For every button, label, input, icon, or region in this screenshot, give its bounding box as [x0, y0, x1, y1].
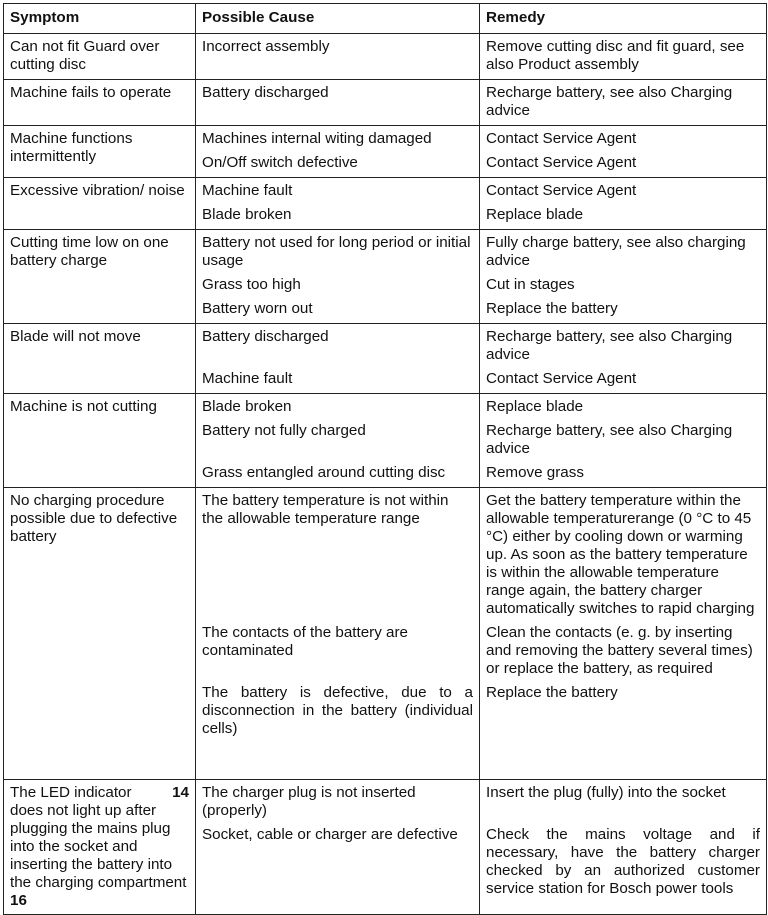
cause-text: Battery worn out: [202, 300, 313, 317]
remedy-cell: [480, 488, 767, 780]
cause-text: Battery discharged: [202, 328, 329, 345]
table-row: [4, 488, 767, 780]
remedy-cell: [480, 80, 767, 126]
remedy-text: Replace the battery: [486, 684, 618, 701]
cause-text: Machine fault: [202, 370, 293, 387]
cause-text: Machine fault: [202, 182, 293, 199]
symptom-cell: Machine is not cutting: [4, 394, 196, 488]
cause-text: Grass too high: [202, 276, 301, 293]
cause-text: Battery not fully charged: [202, 422, 366, 439]
table-row: [4, 34, 767, 80]
symptom-text: does not light up after plugging the mains plug into the socket and inserting the battery into the: [10, 802, 173, 891]
remedy-text: Recharge battery, see also Charging advice: [486, 328, 733, 363]
remedy-cell: [480, 126, 767, 178]
remedy-text: Replace blade: [486, 206, 584, 223]
cause-text: Battery not used for long period or initial usage: [202, 234, 471, 269]
header-remedy: Remedy: [480, 4, 767, 34]
symptom-cell: Excessive vibration/ noise: [4, 178, 196, 230]
table-row: [4, 780, 767, 915]
table-row: [4, 80, 767, 126]
remedy-text: Contact Service Agent: [486, 154, 637, 171]
remedy-text: Recharge battery, see also Charging advice: [486, 84, 733, 119]
symptom-cell: Machine fails to operate: [4, 80, 196, 126]
cause-text: The battery is defective, due to a disconnection in the battery (individual cells): [202, 684, 473, 737]
table-row: [4, 178, 767, 230]
header-symptom: Symptom: [4, 4, 196, 34]
cause-cell: [196, 126, 480, 178]
cause-cell: [196, 488, 480, 780]
remedy-text: Fully charge battery, see also charging advice: [486, 234, 746, 269]
remedy-text: Check the mains voltage and if necessary, have the battery charger checked by an authorized customer service station for Bosch power tools: [486, 826, 760, 897]
remedy-text: Contact Service Agent: [486, 130, 637, 147]
remedy-text: Remove cutting disc and fit guard, see also Product assembly: [486, 38, 745, 73]
remedy-text: Cut in stages: [486, 276, 575, 293]
table-row: [4, 230, 767, 324]
led-indicator-line: [10, 784, 189, 802]
symptom-cell: Cutting time low on one battery charge: [4, 230, 196, 324]
header-cause: Possible Cause: [196, 4, 480, 34]
cause-cell: [196, 230, 480, 324]
symptom-cell: Can not fit Guard over cutting disc: [4, 34, 196, 80]
remedy-cell: [480, 394, 767, 488]
cause-cell: [196, 394, 480, 488]
troubleshooting-table: [3, 3, 767, 915]
cause-cell: [196, 34, 480, 80]
cause-text: Socket, cable or charger are defective: [202, 826, 458, 843]
symptom-text: The LED indicator: [10, 784, 132, 801]
remedy-cell: [480, 780, 767, 915]
remedy-text: Contact Service Agent: [486, 370, 637, 387]
cause-text: On/Off switch defective: [202, 154, 358, 171]
remedy-text: Clean the contacts (e. g. by inserting and removing the battery several times) or replace the battery, as required: [486, 624, 753, 677]
cause-cell: [196, 780, 480, 915]
cause-text: Blade broken: [202, 206, 292, 223]
remedy-text: Replace the battery: [486, 300, 618, 317]
symptom-text: charging compartment: [35, 874, 187, 891]
reference-number: 16: [10, 892, 27, 909]
cause-text: Blade broken: [202, 398, 292, 415]
remedy-cell: [480, 230, 767, 324]
remedy-text: Get the battery temperature within the allowable temperaturerange (0 °C to 45 °C) either by cooling down or warming up. As soon as the battery temperature is within the allowable temperature range again, the battery charger automatically switches to rapid charging: [486, 492, 755, 617]
cause-cell: [196, 178, 480, 230]
table-row: [4, 394, 767, 488]
symptom-cell: No charging procedure possible due to defective battery: [4, 488, 196, 780]
remedy-cell: [480, 34, 767, 80]
remedy-text: Recharge battery, see also Charging advice: [486, 422, 733, 457]
table-row: [4, 324, 767, 394]
cause-cell: [196, 324, 480, 394]
reference-number: 14: [172, 784, 189, 801]
cause-text: Grass entangled around cutting disc: [202, 464, 446, 481]
remedy-cell: [480, 324, 767, 394]
cause-cell: [196, 80, 480, 126]
cause-text: Machines internal witing damaged: [202, 130, 432, 147]
table-row: [4, 126, 767, 178]
cause-text: Battery discharged: [202, 84, 329, 101]
remedy-text: Replace blade: [486, 398, 584, 415]
symptom-cell: Machine functions intermittently: [4, 126, 196, 178]
header-row: [4, 4, 767, 34]
remedy-text: Insert the plug (fully) into the socket: [486, 784, 726, 801]
cause-text: Incorrect assembly: [202, 38, 330, 55]
remedy-text: Contact Service Agent: [486, 182, 637, 199]
remedy-cell: [480, 178, 767, 230]
symptom-cell: Blade will not move: [4, 324, 196, 394]
cause-text: The charger plug is not inserted (properly): [202, 784, 416, 819]
cause-text: The battery temperature is not within the allowable temperature range: [202, 492, 449, 527]
remedy-text: Remove grass: [486, 464, 584, 481]
symptom-cell: [4, 780, 196, 915]
cause-text: The contacts of the battery are contaminated: [202, 624, 408, 659]
